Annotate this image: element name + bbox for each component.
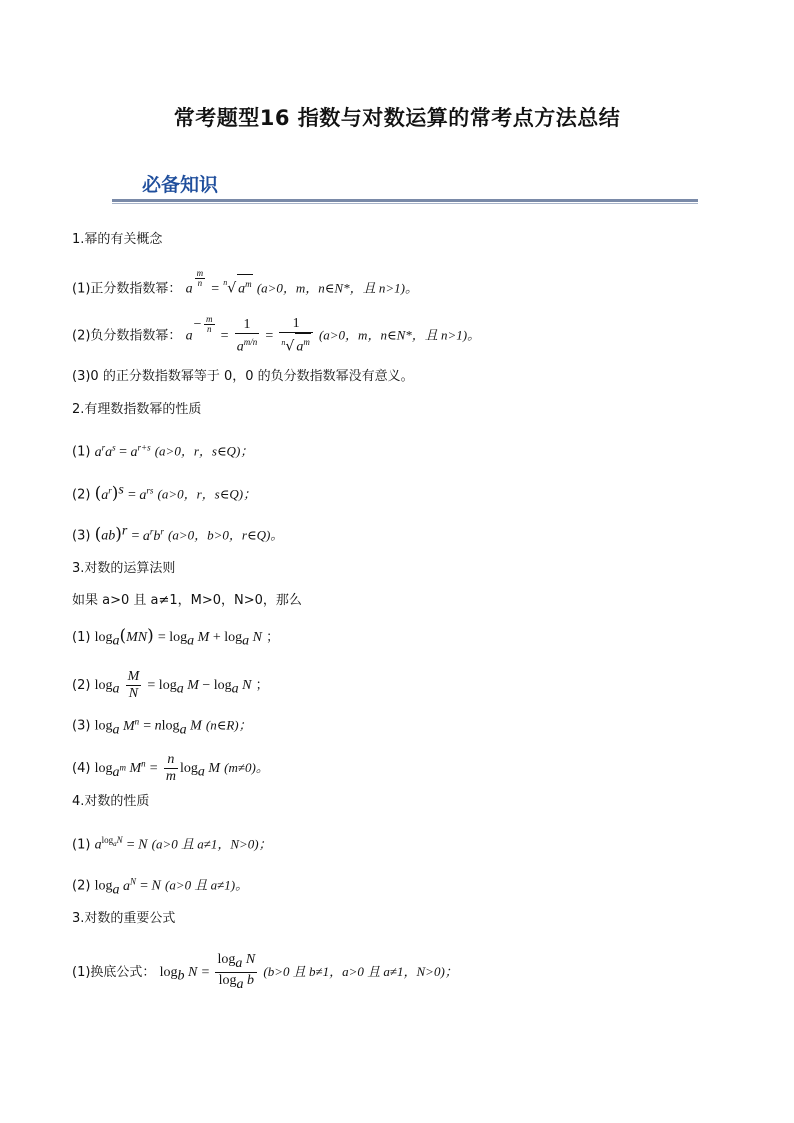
heading-log-formulas: 3.对数的重要公式 [72,911,176,926]
section-heading: 必备知识 [142,174,219,196]
page-title: 常考题型16 指数与对数运算的常考点方法总结 [173,106,621,130]
formula-log-product: (1) $\log_a(MN) = \log_a M + \log_a N$ ； [72,626,280,649]
formula-log-of-power-base: (2) $\log_a a^N = N$ (a>0 且 a≠1)。 [72,876,249,898]
formula-change-of-base: (1)换底公式： $\log_b N$ = $\frac{\log_a N}{\log_a b}$ (b>0 且 b≠1，a>0 且 a≠1，N>0)； [72,952,458,992]
heading-power-concepts: 1.幂的有关概念 [72,232,163,247]
formula-power-rule: (2) $(a^r)^s = a^{rs}$ (a>0，r，s∈Q)； [72,482,257,504]
log-rules-condition: 如果 a>0 且 a≠1，M>0，N>0，那么 [72,593,302,608]
statement-zero-exponent: (3)0 的正分数指数幂等于 0，0 的负分数指数幂没有意义。 [72,369,414,384]
formula-log-quotient: (2) $\log_a$ $\frac{M}{N}$ = $\log_a M - \log_a N$ ； [72,669,269,701]
formula-log-identity: (1) $a^{log_aN} = N$ (a>0 且 a≠1，N>0)； [72,835,272,853]
heading-log-properties: 4.对数的性质 [72,794,150,809]
formula-negative-fractional-exponent: (2)负分数指数幂： $a^{- \frac{m}{n}}$ = $\frac{1}{a^{m/n}}$ = $\frac{1}{^n√ a^m}$ (a>0，m，n∈N*，且 n>1)。 [72,314,481,355]
section-rule-thin [112,203,698,204]
section-rule [112,199,698,202]
formula-log-base-power: (4) $\log_{a^m} M^n$ = $\frac{n}{m}$ $\log_a M$ (m≠0)。 [72,752,269,784]
formula-product-power-rule: (3) $(ab)^r = a^rb^r$ (a>0，b>0，r∈Q)。 [72,523,284,545]
heading-rational-exponent-properties: 2.有理数指数幂的性质 [72,402,202,417]
heading-log-rules: 3.对数的运算法则 [72,561,176,576]
formula-log-power: (3) $\log_a M^n = nlog_a$ M (n∈R)； [72,716,252,738]
formula-product-rule: (1) $a^ra^s = a^{r+s}$ (a>0，r，s∈Q)； [72,442,254,460]
formula-positive-fractional-exponent: (1)正分数指数幂： a $^{\frac{m}{n}}$ = $^n$√ $a^m$ (a>0，m，n∈N*，且 n>1)。 [72,267,418,297]
